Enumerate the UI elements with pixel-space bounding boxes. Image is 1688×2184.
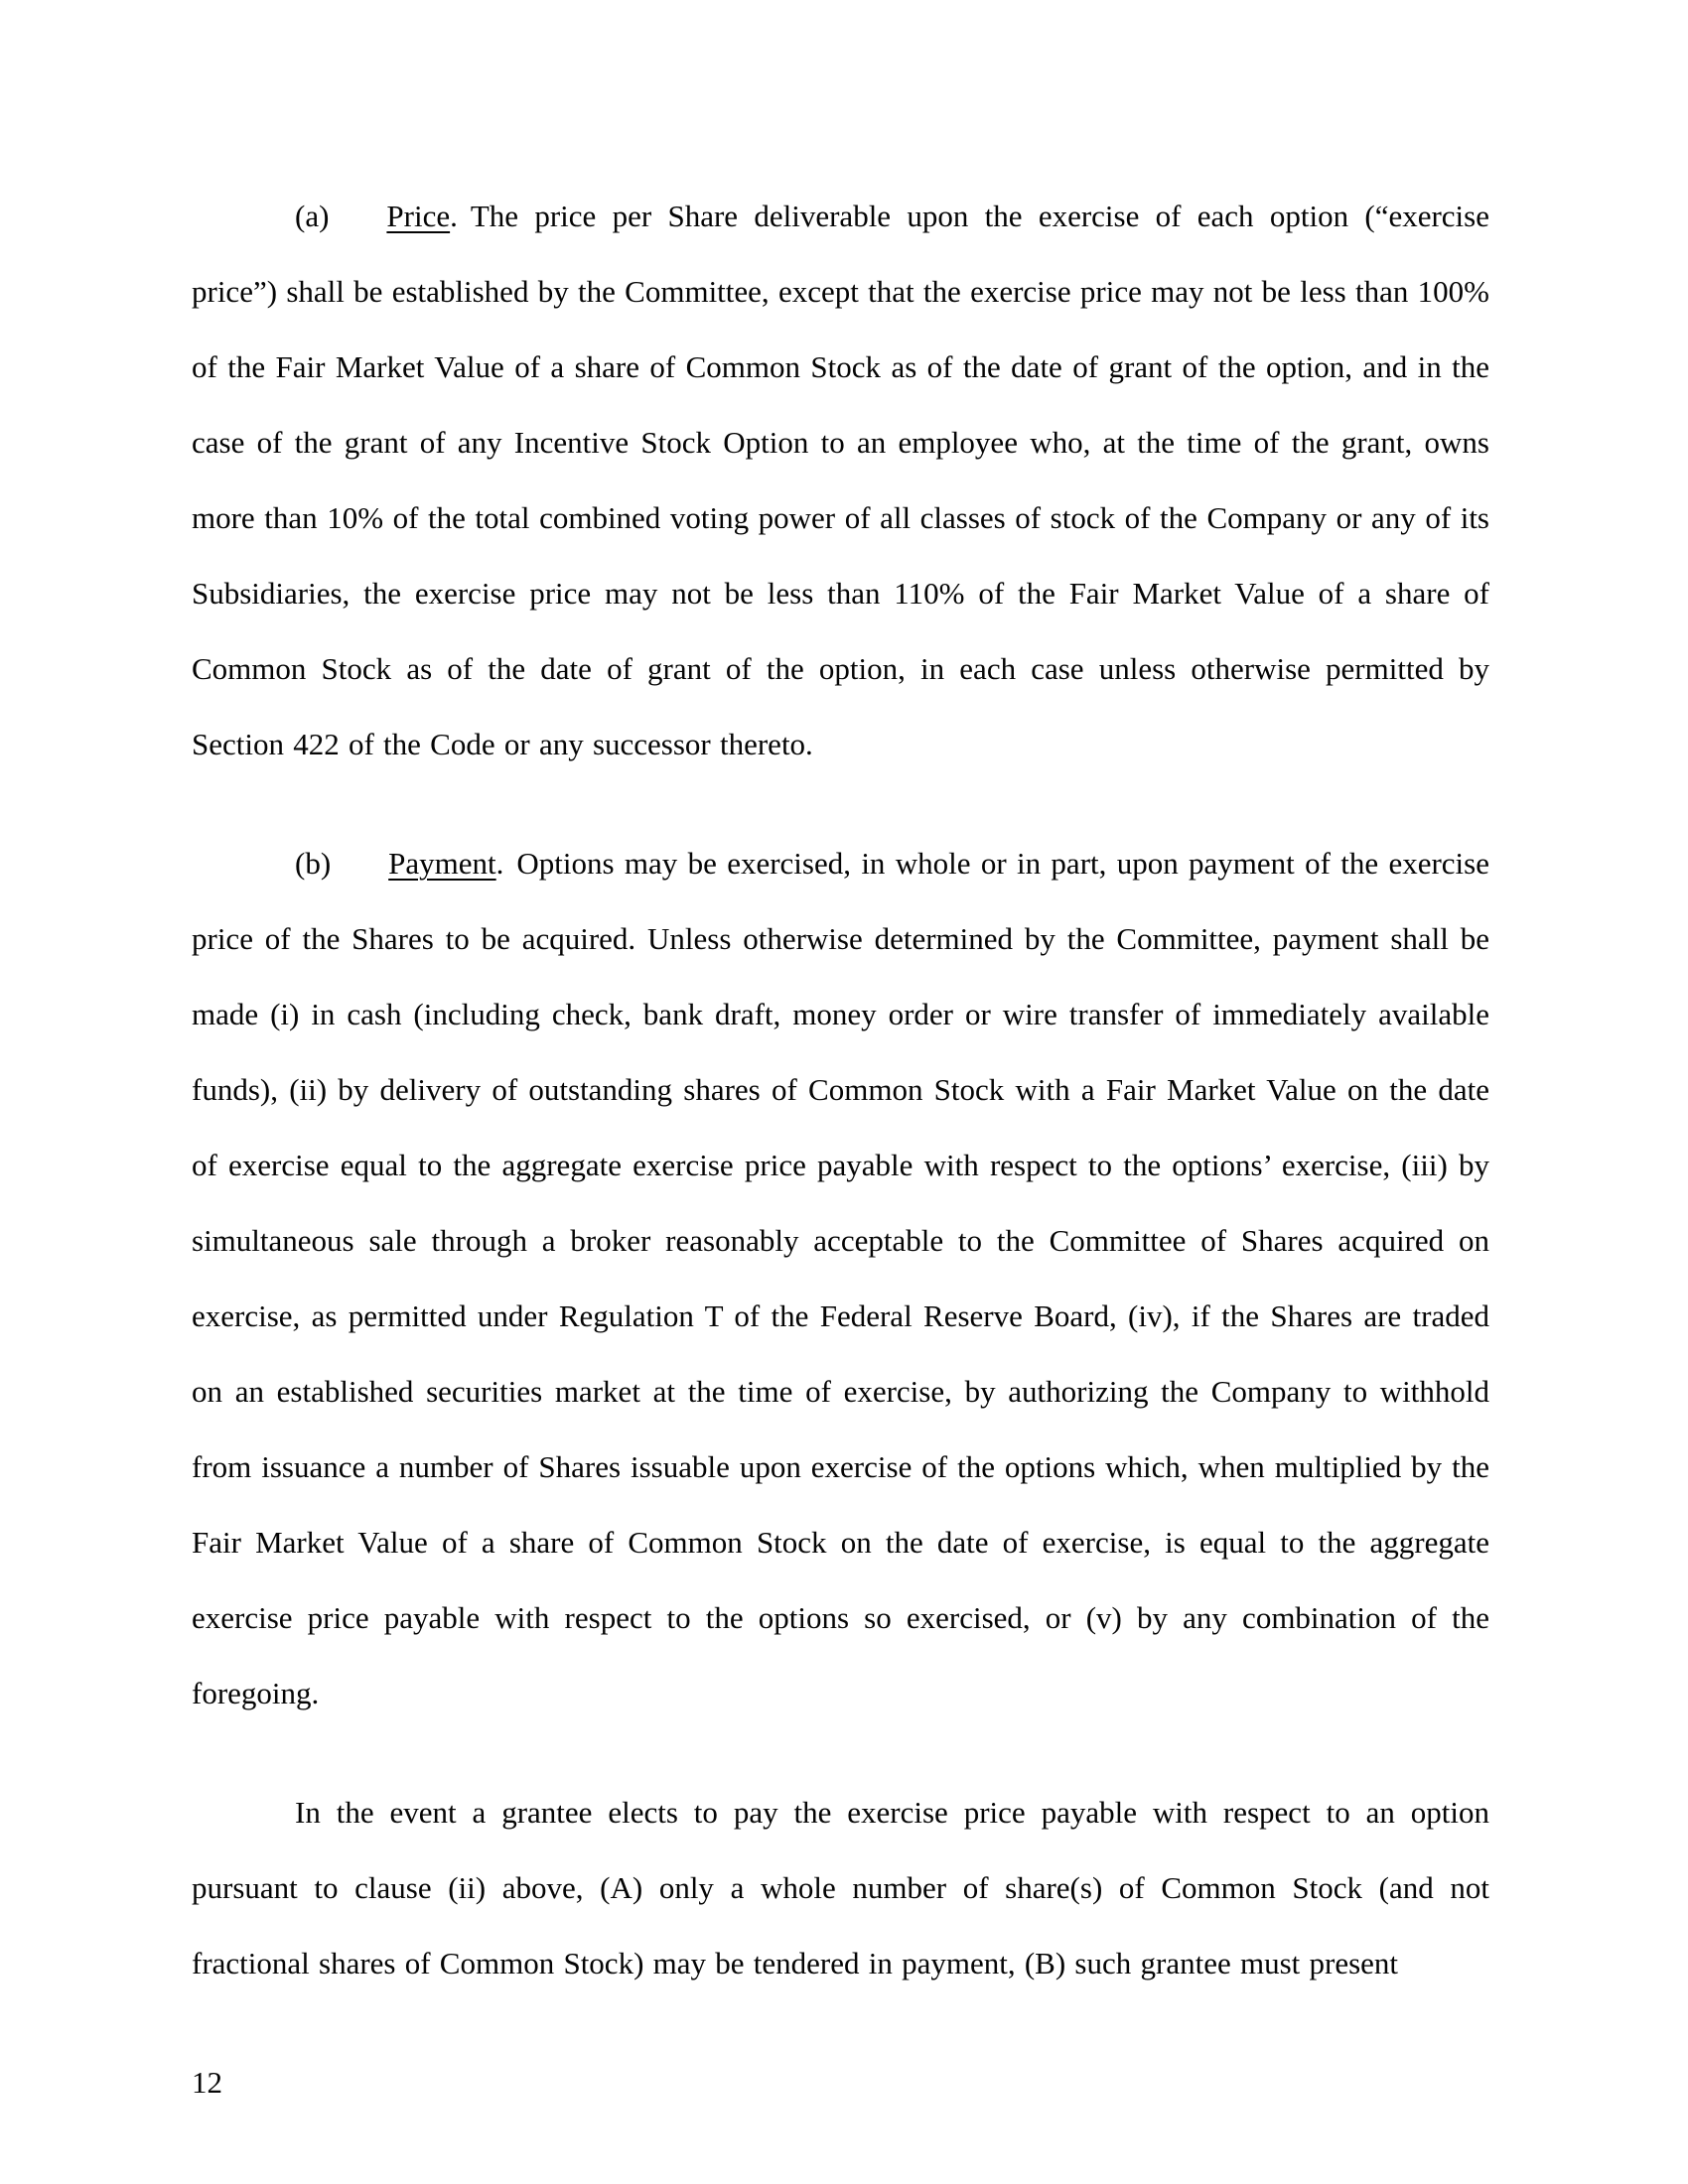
section-heading-payment: Payment [388,846,496,881]
page-number-value: 12 [192,2065,222,2100]
paragraph-b [192,826,1489,1731]
paragraph-b-body: Options may be exercised, in whole or in part, upon payment of the exercise price of the Shares to be acquired. Unless otherwise determined by the Committee, payment shall be made (i) in cash (including check, bank draft, money order or wire transfer of immediately available funds), (ii) by delivery of outstanding shares of Common Stock with a Fair Market Value on the date of exercise equal to the aggregate exercise price payable with respect to the options’ exercise, (iii) by simultaneous sale through a broker reasonably acceptable to the Committee of Shares acquired on exercise, as permitted under Regulation T of the Federal Reserve Board, (iv), if the Shares are traded on an established securities market at the time of exercise, by authorizing the Company to withhold from issuance a number of Shares issuable upon exercise of the options which, when multiplied by the Fair Market Value of a share of Common Stock on the date of exercise, is equal to the aggregate exercise price payable with respect to the options so exercised, or (v) by any combination of the foregoing. [192,846,1489,1710]
paragraph-b-label: (b) [295,846,332,881]
paragraph-continuation-body: In the event a grantee elects to pay the exercise price payable with respect to an option pursuant to clause (ii) above, (A) only a whole number of share(s) of Common Stock (and not fractional shares of Common Stock) may be tendered in payment, (B) such grantee must present [192,1795,1489,1980]
section-heading-period: . [450,199,458,233]
paragraph-continuation [192,1775,1489,2001]
paragraph-a-label: (a) [295,199,330,233]
section-heading-price: Price [386,199,451,233]
paragraph-a [192,179,1489,782]
section-heading-period: . [495,846,504,881]
paragraph-a-body: The price per Share deliverable upon the exercise of each option (“exercise price”) shall be established by the Committee, except that the exercise price may not be less than 100% of the Fair Market Value of a share of Common Stock as of the date of grant of the option, and in the case of the grant of any Incentive Stock Option to an employee who, at the time of the grant, owns more than 10% of the total combined voting power of all classes of stock of the Company or any of its Subsidiaries, the exercise price may not be less than 110% of the Fair Market Value of a share of Common Stock as of the date of grant of the option, in each case unless otherwise permitted by Section 422 of the Code or any successor thereto. [192,199,1489,761]
page-number [192,2045,1489,2120]
